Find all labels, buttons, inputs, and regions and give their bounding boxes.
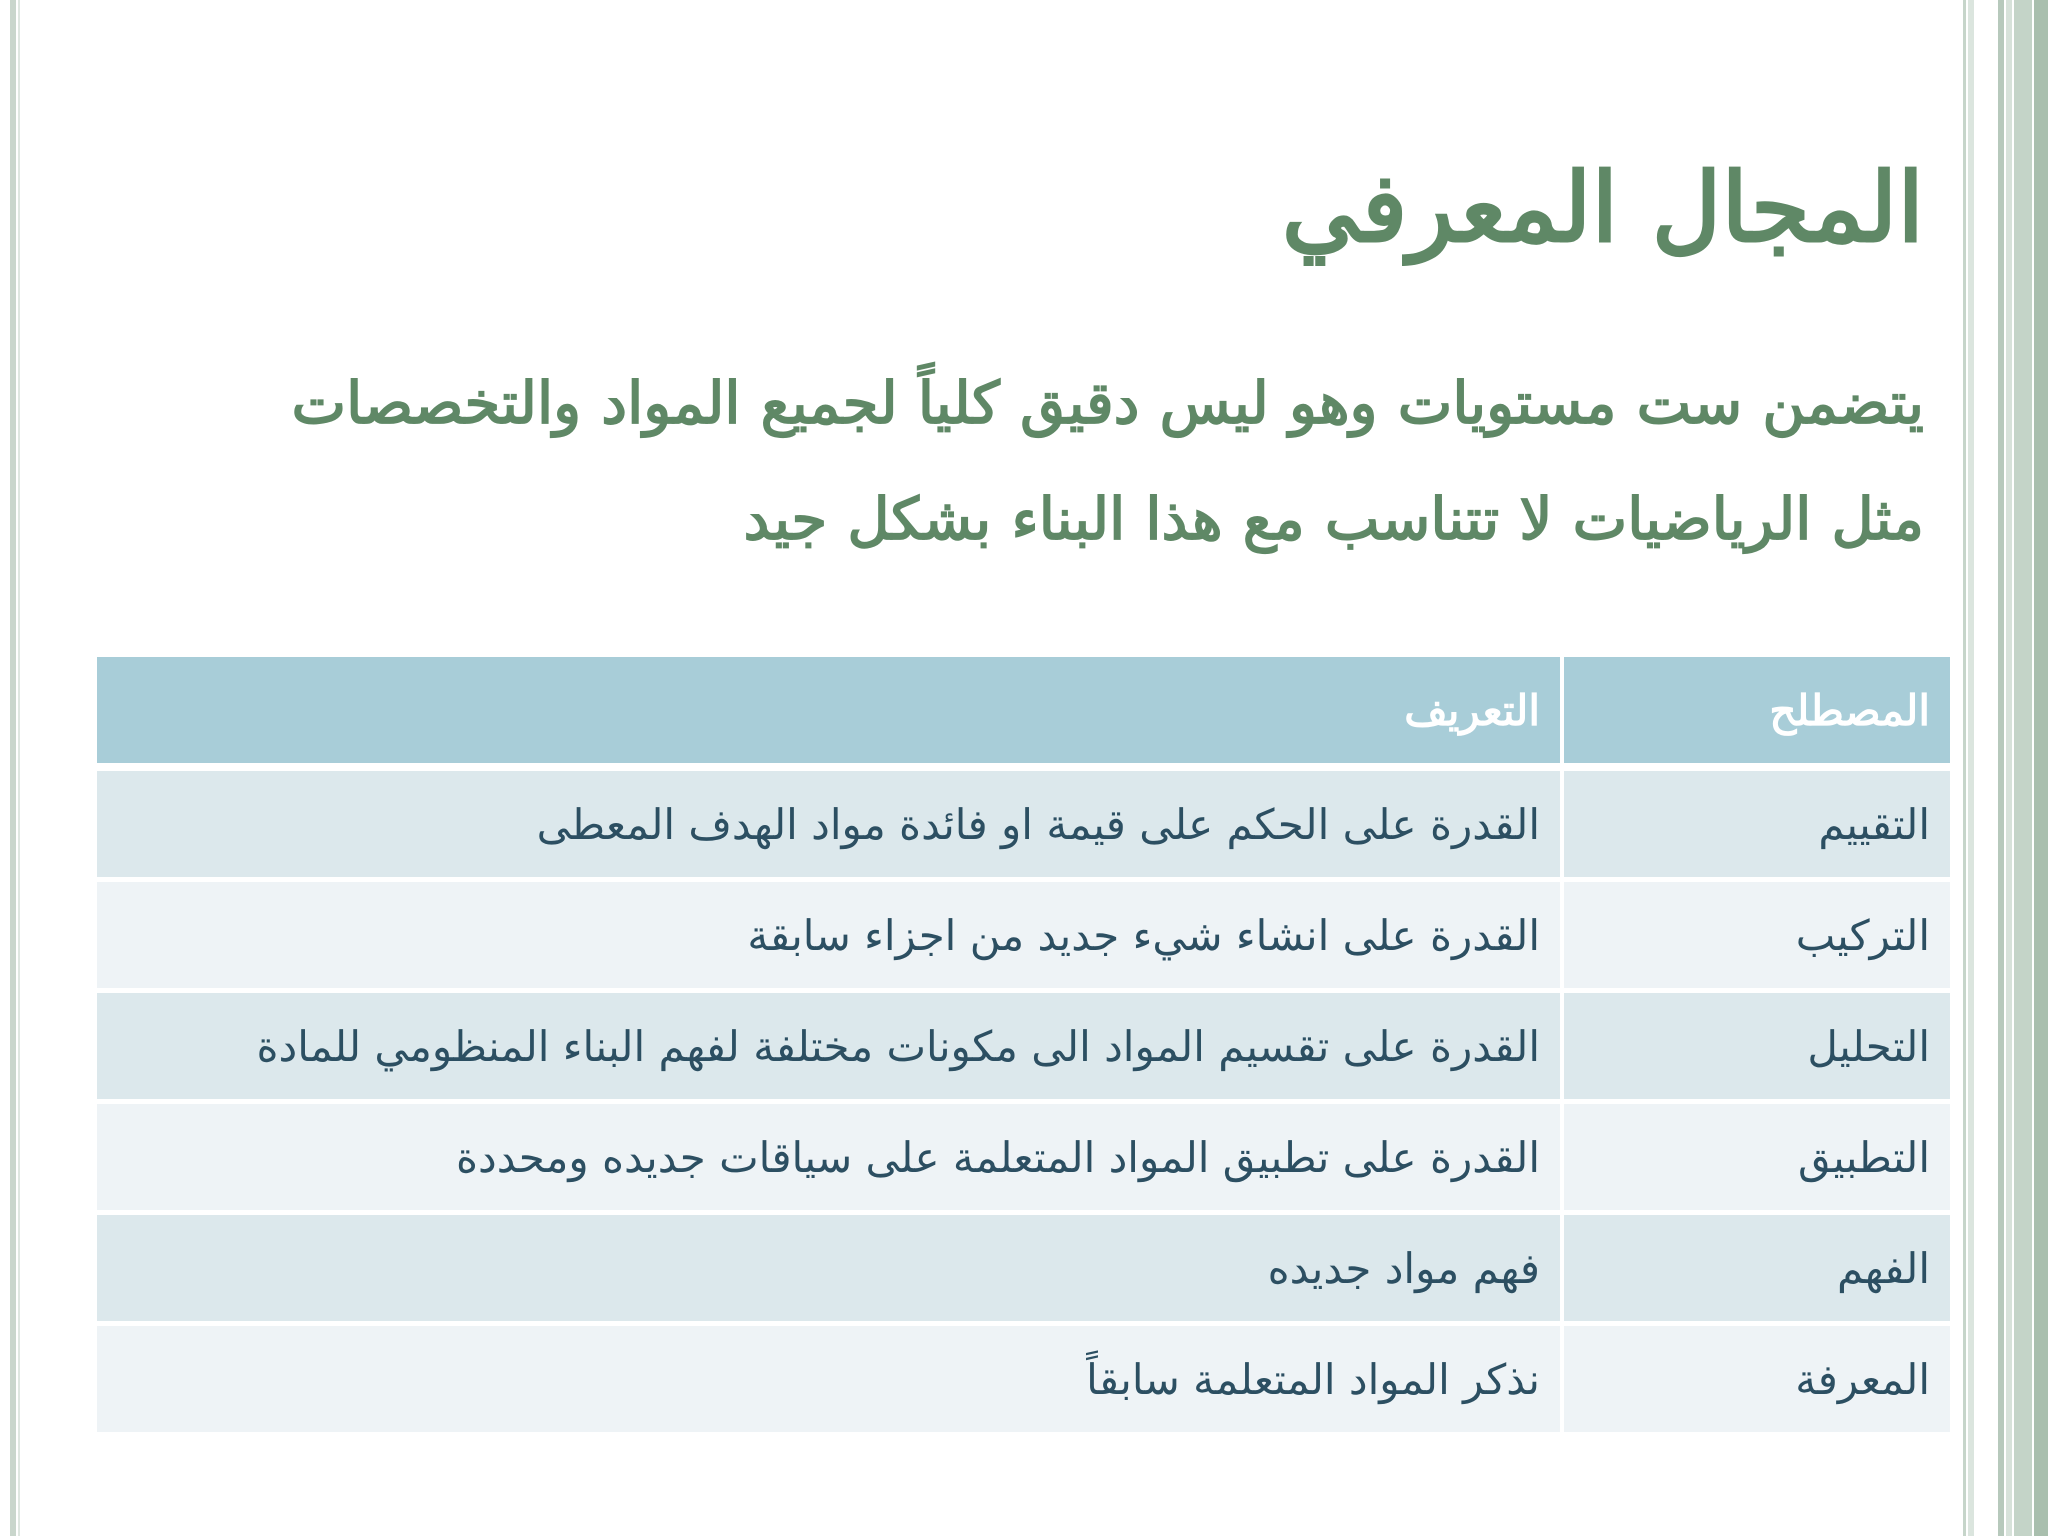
left-border-line [10,0,16,1536]
table-row [97,1326,1950,1432]
definitions-table [97,657,1950,1437]
right-decorative-border [1958,0,2048,1536]
subtitle-line: مثل الرياضيات لا تتناسب مع هذا البناء بشكل جيد [743,485,1924,553]
table-row [97,771,1950,877]
table-row [97,1215,1950,1321]
table-row [97,1104,1950,1210]
header-term: المصطلح [1560,657,1950,763]
definition-cell: نذكر المواد المتعلمة سابقاً [97,1326,1560,1432]
definition-cell: القدرة على انشاء شيء جديد من اجزاء سابقة [97,882,1560,988]
table-row [97,993,1950,1099]
term-cell: المعرفة [1560,1326,1950,1432]
definition-cell: القدرة على الحكم على قيمة او فائدة مواد الهدف المعطى [97,771,1560,877]
subtitle-line: يتضمن ست مستويات وهو ليس دقيق كلياً لجميع المواد والتخصصات [291,369,1924,437]
table-header-row [97,657,1950,763]
left-border-line-inner [18,0,20,1536]
definition-cell: فهم مواد جديده [97,1215,1560,1321]
header-definition: التعريف [97,657,1560,763]
term-cell: التطبيق [1560,1104,1950,1210]
term-cell: التحليل [1560,993,1950,1099]
slide-subtitle [94,345,1924,577]
definition-cell: القدرة على تطبيق المواد المتعلمة على سياقات جديده ومحددة [97,1104,1560,1210]
definition-cell: القدرة على تقسيم المواد الى مكونات مختلفة لفهم البناء المنظومي للمادة [97,993,1560,1099]
term-cell: التقييم [1560,771,1950,877]
table-row [97,882,1950,988]
term-cell: التركيب [1560,882,1950,988]
term-cell: الفهم [1560,1215,1950,1321]
slide-title: المجال المعرفي [1281,151,1924,264]
